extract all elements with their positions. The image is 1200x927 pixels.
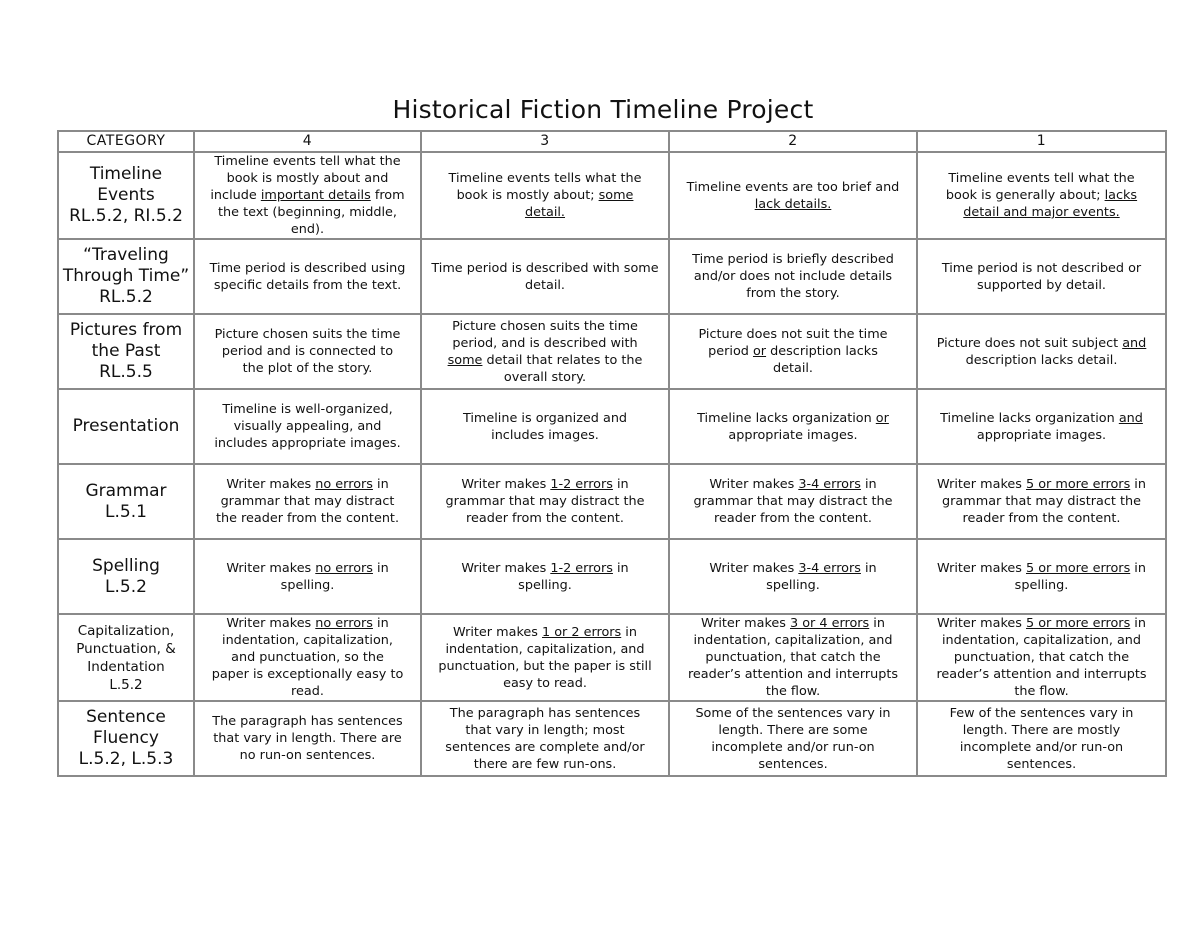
description-line: Writer makes 1-2 errors in (461, 560, 629, 576)
description-line: Writer makes 5 or more errors in (937, 477, 1146, 492)
description-line: Timeline lacks organization or (697, 410, 889, 426)
category-line: Through Time” (62, 266, 190, 286)
underlined-phrase: no errors (315, 616, 373, 631)
rubric-row (58, 239, 1166, 314)
description-line: book is mostly about; some (456, 188, 634, 203)
underlined-phrase: 5 or more errors (1026, 616, 1131, 631)
description-line: Timeline lacks organization and (940, 410, 1143, 426)
score-4-cell (194, 314, 421, 389)
description-line: Time period is not described or (941, 260, 1142, 276)
description-line: paper is exceptionally easy to (211, 667, 404, 682)
description-line: Some of the sentences vary in (695, 705, 891, 721)
header-score-3: 3 (421, 131, 669, 152)
rubric-row (58, 152, 1166, 239)
description-line: incomplete and/or run-on (959, 739, 1124, 755)
description-line: the text (beginning, middle, (218, 205, 397, 220)
description-line: Picture does not suit subject and (936, 335, 1147, 351)
description-line (920, 204, 1163, 221)
underlined-phrase: and (1118, 410, 1143, 426)
description-line: book is generally about; lacks (945, 188, 1138, 203)
description-line: there are few run-ons. (473, 756, 617, 772)
description-line: Writer makes 3-4 errors in (709, 477, 877, 492)
description-line: Timeline events tell what the (214, 154, 401, 169)
category-line: Pictures from (69, 320, 183, 340)
category-line: Timeline (89, 164, 163, 184)
description-line: spelling. (1014, 577, 1069, 593)
description-line: overall story. (503, 369, 587, 385)
category-cell (58, 314, 194, 389)
rubric-row (58, 464, 1166, 539)
category-line: Grammar (85, 480, 167, 501)
score-4-cell (194, 152, 421, 239)
score-3-cell (421, 701, 669, 776)
description-line: length. There are some (718, 722, 868, 738)
description-line: Writer makes no errors in (226, 477, 389, 492)
header-score-1: 1 (917, 131, 1166, 152)
description-line: grammar that may distract (220, 494, 395, 509)
description-line: spelling. (518, 577, 572, 593)
description-line: description lacks detail. (965, 352, 1118, 368)
score-2-cell (669, 152, 917, 239)
underlined-phrase: 1 or 2 errors (542, 624, 622, 640)
description-line: Writer makes no errors in (226, 616, 389, 631)
description-line: Writer makes 5 or more errors in (937, 616, 1146, 631)
description-line: the flow. (765, 684, 821, 699)
category-cell (58, 701, 194, 776)
description-line: the flow. (1014, 684, 1069, 699)
category-line: Punctuation, & (76, 640, 176, 657)
score-1-cell (917, 614, 1166, 701)
underlined-phrase: no errors (315, 477, 373, 492)
category-line: the Past (91, 341, 161, 361)
description-line: from the story. (746, 286, 840, 301)
description-line: that vary in length; most (465, 722, 625, 738)
underlined-phrase: 5 or more errors (1026, 560, 1131, 576)
header-category: CATEGORY (58, 131, 194, 152)
score-4-cell (194, 539, 421, 614)
description-line: that vary in length. There are (213, 731, 402, 746)
category-cell (58, 152, 194, 239)
score-1-cell (917, 539, 1166, 614)
score-3-cell (421, 389, 669, 464)
underlined-phrase: 1-2 errors (550, 560, 613, 576)
category-line: Spelling (92, 555, 160, 576)
rubric-row (58, 389, 1166, 464)
category-line: Sentence (86, 707, 166, 727)
score-4-cell (194, 701, 421, 776)
description-line: period and is connected to (221, 344, 394, 359)
category-line: Presentation (72, 416, 180, 436)
score-2-cell (669, 701, 917, 776)
description-line: supported by detail. (977, 277, 1106, 293)
page-title: Historical Fiction Timeline Project (392, 95, 814, 124)
category-line: RL.5.2, RI.5.2 (69, 206, 183, 226)
description-line: and punctuation, so the (231, 650, 384, 665)
score-2-cell (669, 614, 917, 701)
description-line: detail. (524, 277, 566, 293)
category-cell (58, 239, 194, 314)
description-line: Writer makes 5 or more errors in (937, 560, 1146, 576)
underlined-phrase: no errors (315, 560, 373, 576)
underlined-phrase: 3-4 errors (798, 477, 861, 492)
description-line (424, 204, 666, 221)
score-1-cell (917, 239, 1166, 314)
description-line: indentation, capitalization, (222, 633, 393, 648)
description-line: Few of the sentences vary in (949, 705, 1134, 721)
description-line: Writer makes no errors in (226, 560, 389, 576)
description-line: reader’s attention and interrupts (936, 667, 1147, 682)
description-line: and/or does not include details (693, 269, 893, 284)
score-4-cell (194, 389, 421, 464)
score-2-cell (669, 464, 917, 539)
description-line: Writer makes 3-4 errors in (709, 560, 877, 576)
category-line: Indentation (87, 658, 165, 675)
description-line: includes appropriate images. (214, 436, 401, 451)
description-line: book is mostly about and (226, 171, 389, 186)
header-score-2: 2 (669, 131, 917, 152)
score-4-cell (194, 614, 421, 701)
description-line: punctuation, that catch the (705, 650, 881, 665)
underlined-phrase: or (752, 344, 767, 359)
category-line: “Traveling (83, 245, 169, 265)
description-line: Writer makes 3 or 4 errors in (701, 616, 885, 631)
score-2-cell (669, 539, 917, 614)
underlined-phrase: 5 or more errors (1026, 477, 1131, 492)
description-line: grammar that may distract the (445, 494, 645, 509)
description-line: Time period is described with some (431, 260, 659, 276)
score-3-cell (421, 614, 669, 701)
description-line: sentences. (758, 756, 828, 772)
description-line: spelling. (766, 577, 820, 593)
description-line: the plot of the story. (242, 361, 373, 376)
description-line: includes images. (491, 427, 599, 443)
category-cell (58, 464, 194, 539)
score-1-cell (917, 152, 1166, 239)
description-line: some detail that relates to the (447, 352, 643, 368)
description-line: reader from the content. (714, 511, 872, 526)
description-line: end). (290, 222, 325, 237)
description-line: Timeline is well-organized, (222, 402, 393, 417)
description-line: Timeline events tell what the (948, 171, 1135, 186)
description-line: period, and is described with (452, 335, 638, 351)
description-line: detail. (772, 361, 814, 376)
description-line: Writer makes 1-2 errors in (461, 477, 629, 492)
underlined-phrase: lacks (1104, 188, 1138, 203)
score-2-cell (669, 314, 917, 389)
underlined-phrase: 3-4 errors (798, 560, 861, 576)
underlined-phrase: 1-2 errors (550, 477, 613, 492)
description-line: Picture does not suit the time (698, 327, 888, 342)
description-line: sentences. (1006, 756, 1077, 772)
score-4-cell (194, 464, 421, 539)
score-3-cell (421, 152, 669, 239)
description-line: sentences are complete and/or (445, 739, 645, 755)
score-2-cell (669, 389, 917, 464)
rubric-row (58, 701, 1166, 776)
description-line: indentation, capitalization, and (941, 633, 1142, 648)
underlined-phrase: important details (260, 188, 371, 203)
description-line: Picture chosen suits the time (214, 327, 401, 342)
description-line: specific details from the text. (213, 277, 402, 293)
category-cell (58, 539, 194, 614)
description-line: Timeline events are too brief and (686, 179, 900, 195)
description-line: appropriate images. (976, 427, 1107, 443)
description-line: The paragraph has sentences (212, 714, 403, 729)
underlined-phrase: some (447, 352, 483, 368)
rubric-row (58, 539, 1166, 614)
description-line: punctuation, but the paper is still (438, 658, 652, 674)
description-line: easy to read. (503, 675, 587, 691)
description-line: grammar that may distract the (942, 494, 1141, 509)
category-line: L.5.2, L.5.3 (78, 749, 174, 769)
description-line: indentation, capitalization, and (693, 633, 893, 648)
score-4-cell (194, 239, 421, 314)
score-3-cell (421, 239, 669, 314)
underlined-phrase: detail and major events. (963, 205, 1120, 220)
description-line: spelling. (280, 577, 335, 593)
description-line: Writer makes 1 or 2 errors in (453, 624, 637, 640)
description-line: include important details from (210, 188, 405, 203)
description-line: reader from the content. (962, 511, 1121, 526)
description-line: reader from the content. (466, 511, 624, 526)
category-cell (58, 614, 194, 701)
description-line: Time period is described using (209, 260, 406, 276)
description-line: indentation, capitalization, and (445, 641, 645, 657)
description-line (672, 196, 914, 213)
header-score-4: 4 (194, 131, 421, 152)
description-line: no run-on sentences. (239, 748, 376, 763)
description-line: incomplete and/or run-on (711, 739, 875, 755)
underlined-phrase: 3 or 4 errors (790, 616, 870, 631)
description-line: reader’s attention and interrupts (687, 667, 899, 682)
description-line: length. There are mostly (962, 722, 1121, 738)
description-line: visually appealing, and (233, 419, 382, 434)
description-line: grammar that may distract the (693, 494, 893, 509)
underlined-phrase: lack details. (754, 196, 832, 212)
underlined-phrase: detail. (524, 205, 566, 220)
category-line: L.5.2 (109, 676, 143, 693)
rubric-table (57, 130, 1167, 777)
score-3-cell (421, 539, 669, 614)
score-1-cell (917, 314, 1166, 389)
description-line: Picture chosen suits the time (452, 318, 638, 334)
score-3-cell (421, 314, 669, 389)
description-line: The paragraph has sentences (449, 705, 641, 721)
underlined-phrase: or (875, 410, 889, 426)
category-line: Events (97, 185, 155, 205)
score-1-cell (917, 701, 1166, 776)
category-line: RL.5.5 (99, 362, 153, 382)
underlined-phrase: some (598, 188, 634, 203)
description-line: punctuation, that catch the (953, 650, 1130, 665)
description-line: appropriate images. (728, 427, 858, 443)
category-line: Fluency (93, 728, 159, 748)
header-row (58, 131, 1166, 152)
description-line: the reader from the content. (215, 511, 400, 526)
description-line: Timeline events tells what the (448, 171, 642, 186)
underlined-phrase: and (1122, 335, 1147, 351)
description-line: read. (291, 684, 324, 699)
rubric-row (58, 314, 1166, 389)
score-2-cell (669, 239, 917, 314)
category-line: L.5.1 (105, 501, 147, 522)
category-line: RL.5.2 (99, 287, 153, 307)
category-cell (58, 389, 194, 464)
description-line: Timeline is organized and (462, 410, 628, 426)
description-line: period or description lacks (708, 344, 878, 359)
rubric-row (58, 614, 1166, 701)
category-line: L.5.2 (105, 576, 147, 597)
score-3-cell (421, 464, 669, 539)
score-1-cell (917, 389, 1166, 464)
description-line: Time period is briefly described (692, 252, 894, 267)
category-line: Capitalization, (77, 622, 175, 639)
score-1-cell (917, 464, 1166, 539)
